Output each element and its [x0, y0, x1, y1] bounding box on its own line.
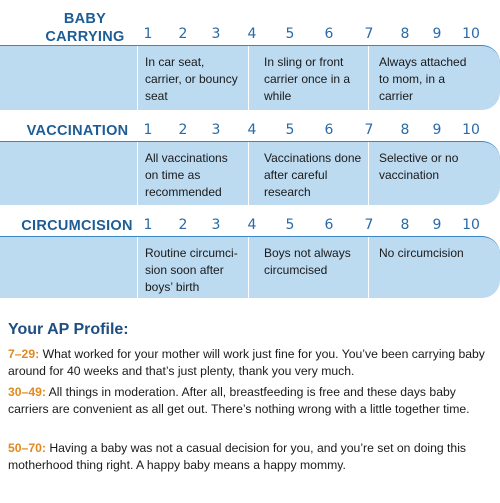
- category-label-baby-carrying: [40, 10, 130, 46]
- scale-number: 8: [400, 217, 410, 233]
- rating-band: [0, 45, 500, 110]
- scale-number: 3: [211, 217, 221, 233]
- scale-number: 6: [324, 26, 334, 42]
- category-label-line: VACCINATION: [26, 123, 129, 139]
- scale-number: 10: [462, 217, 480, 233]
- scale-number: 10: [462, 26, 480, 42]
- band-divider: [368, 237, 369, 298]
- rating-description-high: Always attached to mom, in a carrier: [379, 55, 467, 103]
- category-label-vaccination: [20, 122, 135, 140]
- scale-number: 4: [247, 217, 257, 233]
- rating-description-high: No circumcision: [379, 246, 464, 260]
- band-divider: [248, 142, 249, 205]
- profile-range-paragraph: [8, 440, 492, 474]
- scale-number: 8: [400, 26, 410, 42]
- scale-number: 6: [324, 122, 334, 138]
- band-divider: [248, 46, 249, 110]
- scale-number: 5: [285, 122, 295, 138]
- profile-range-paragraph: [8, 384, 492, 418]
- scale-number: 9: [432, 217, 442, 233]
- category-label-line: CIRCUMCISION: [21, 218, 133, 234]
- scale-number: 2: [178, 122, 188, 138]
- scale-number: 7: [364, 26, 374, 42]
- band-divider: [137, 46, 138, 110]
- rating-band: [0, 236, 500, 298]
- rating-description-mid: In sling or front carrier once in a while: [264, 55, 351, 103]
- band-divider: [368, 46, 369, 110]
- rating-description-low: Routine circumci-sion soon after boys’ birth: [145, 246, 238, 294]
- scale-number: 2: [178, 217, 188, 233]
- score-range: 7–29:: [8, 347, 40, 361]
- scale-number: 5: [285, 26, 295, 42]
- rating-band: [0, 141, 500, 205]
- scale-number: 2: [178, 26, 188, 42]
- category-label-line: CARRYING: [45, 29, 125, 45]
- scale-number: 6: [324, 217, 334, 233]
- scale-number: 10: [462, 122, 480, 138]
- scale-number: 4: [247, 122, 257, 138]
- band-divider: [137, 237, 138, 298]
- profile-range-paragraph: [8, 346, 492, 380]
- scale-number: 4: [247, 26, 257, 42]
- scale-number: 3: [211, 26, 221, 42]
- scale-number: 1: [143, 26, 153, 42]
- scale-number: 9: [432, 26, 442, 42]
- rating-description-low: All vaccinations on time as recommended: [145, 151, 228, 199]
- rating-description-mid: Vaccinations done after careful research: [264, 151, 362, 199]
- scale-number: 9: [432, 122, 442, 138]
- category-label-line: BABY: [63, 11, 107, 27]
- score-range-description: What worked for your mother will work just fine for you. You’ve been carrying baby around for 40 weeks and that’s just plenty, thank you very much.: [8, 347, 485, 378]
- profile-title: Your AP Profile:: [8, 321, 129, 338]
- scale-number: 7: [364, 122, 374, 138]
- scale-number: 1: [143, 217, 153, 233]
- band-divider: [248, 237, 249, 298]
- scale-number: 5: [285, 217, 295, 233]
- scale-number: 3: [211, 122, 221, 138]
- scale-number: 8: [400, 122, 410, 138]
- score-range: 50–70:: [8, 441, 46, 455]
- rating-description-mid: Boys not always circumcised: [264, 246, 351, 277]
- score-range-description: Having a baby was not a casual decision for you, and you’re set on doing this motherhood thing right. A happy baby means a happy mommy.: [8, 441, 467, 472]
- band-divider: [368, 142, 369, 205]
- score-range-description: All things in moderation. After all, breastfeeding is free and these days baby carriers are convenient as all get out. There’s nothing wrong with a little together time.: [8, 385, 470, 416]
- category-label-circumcision: [18, 217, 136, 235]
- rating-description-low: In car seat, carrier, or bouncy seat: [145, 55, 238, 103]
- rating-description-high: Selective or no vaccination: [379, 151, 459, 182]
- scale-number: 7: [364, 217, 374, 233]
- scale-number: 1: [143, 122, 153, 138]
- score-range: 30–49:: [8, 385, 46, 399]
- band-divider: [137, 142, 138, 205]
